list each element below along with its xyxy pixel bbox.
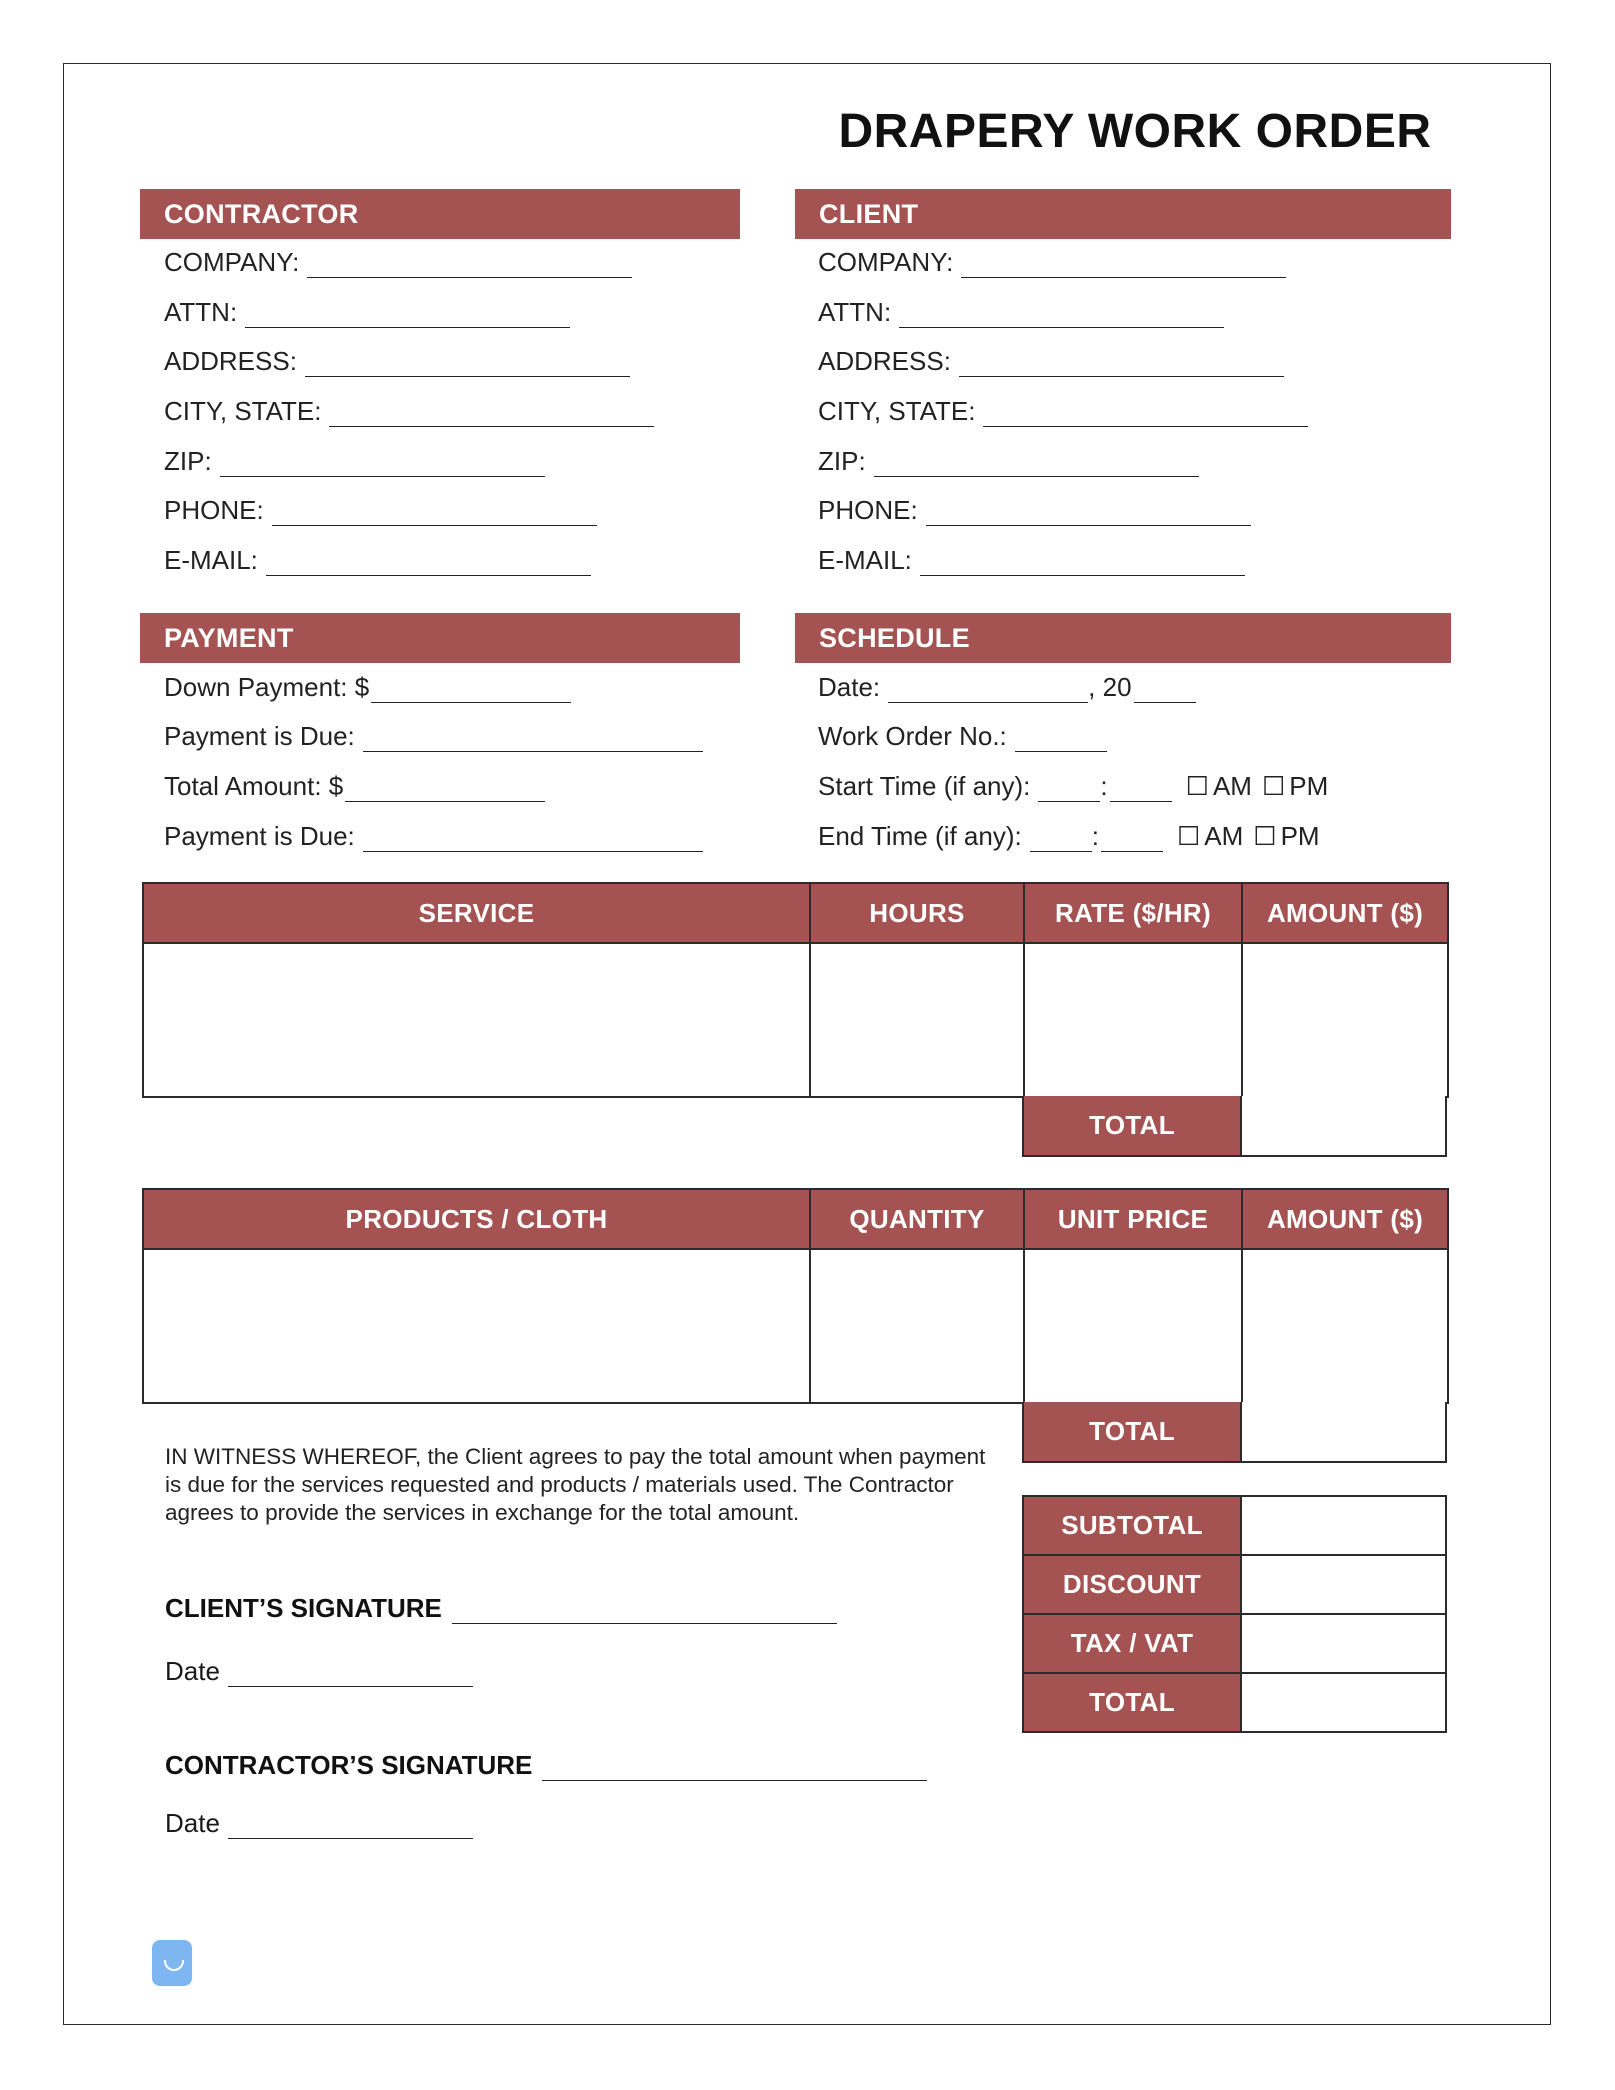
start-pm-checkbox[interactable]: ☐ (1261, 771, 1286, 801)
products-cell[interactable] (143, 1249, 810, 1403)
rate-cell[interactable] (1024, 943, 1242, 1097)
products-total-row (1022, 1402, 1447, 1463)
payment-due-field-1[interactable]: Payment is Due: (164, 721, 703, 752)
client-email-field[interactable]: E-MAIL: (818, 545, 1245, 576)
hours-cell[interactable] (810, 943, 1024, 1097)
quantity-column-header: QUANTITY (810, 1189, 1024, 1249)
client-phone-field[interactable]: PHONE: (818, 495, 1251, 526)
products-table (142, 1188, 1449, 1404)
client-date-field[interactable]: Date (165, 1656, 473, 1687)
subtotal-label: SUBTOTAL (1022, 1495, 1242, 1556)
hours-column-header: HOURS (810, 883, 1024, 943)
work-order-no-field[interactable]: Work Order No.: (818, 721, 1107, 752)
contractor-company-field[interactable]: COMPANY: (164, 247, 632, 278)
services-table (142, 882, 1449, 1098)
payment-due-field-2[interactable]: Payment is Due: (164, 821, 703, 852)
discount-label: DISCOUNT (1022, 1554, 1242, 1615)
client-address-field[interactable]: ADDRESS: (818, 346, 1284, 377)
contractor-phone-field[interactable]: PHONE: (164, 495, 597, 526)
contractor-city-state-field[interactable]: CITY, STATE: (164, 396, 654, 427)
contractor-address-field[interactable]: ADDRESS: (164, 346, 630, 377)
products-total-label: TOTAL (1022, 1402, 1242, 1463)
grand-total-value[interactable] (1242, 1672, 1447, 1733)
client-signature-field[interactable]: CLIENT’S SIGNATURE (165, 1593, 837, 1624)
unit-price-cell[interactable] (1024, 1249, 1242, 1403)
schedule-header: SCHEDULE (795, 613, 1451, 663)
contractor-attn-field[interactable]: ATTN: (164, 297, 570, 328)
start-am-checkbox[interactable]: ☐ (1185, 771, 1209, 801)
services-total-row (1022, 1096, 1447, 1157)
service-column-header: SERVICE (143, 883, 810, 943)
tax-row (1022, 1613, 1447, 1674)
client-header: CLIENT (795, 189, 1451, 239)
subtotal-row (1022, 1495, 1447, 1556)
client-city-state-field[interactable]: CITY, STATE: (818, 396, 1308, 427)
amount-column-header: AMOUNT ($) (1242, 883, 1448, 943)
brand-logo-icon (152, 1940, 192, 1986)
client-zip-field[interactable]: ZIP: (818, 446, 1199, 477)
document-title: DRAPERY WORK ORDER (838, 105, 1432, 158)
rate-column-header: RATE ($/HR) (1024, 883, 1242, 943)
payment-header: PAYMENT (140, 613, 740, 663)
end-am-checkbox[interactable]: ☐ (1176, 821, 1201, 851)
subtotal-value[interactable] (1242, 1495, 1447, 1556)
products-amount-cell[interactable] (1242, 1249, 1448, 1403)
down-payment-field[interactable]: Down Payment: $ (164, 672, 571, 703)
contractor-header: CONTRACTOR (140, 189, 740, 239)
contractor-email-field[interactable]: E-MAIL: (164, 545, 591, 576)
contractor-signature-field[interactable]: CONTRACTOR’S SIGNATURE (165, 1750, 927, 1781)
client-attn-field[interactable]: ATTN: (818, 297, 1224, 328)
products-amount-column-header: AMOUNT ($) (1242, 1189, 1448, 1249)
contractor-zip-field[interactable]: ZIP: (164, 446, 545, 477)
quantity-cell[interactable] (810, 1249, 1024, 1403)
amount-cell[interactable] (1242, 943, 1448, 1097)
witness-statement: IN WITNESS WHEREOF, the Client agrees to pay the total amount when payment is due for the services requested and products / materials used. The Contractor agrees to provide the services in exchange for the total amount. (165, 1444, 986, 1525)
end-time-field[interactable]: End Time (if any): : ☐ AM ☐ PM (818, 821, 1320, 851)
products-total-value[interactable] (1242, 1402, 1447, 1463)
discount-row (1022, 1554, 1447, 1615)
total-amount-field[interactable]: Total Amount: $ (164, 771, 545, 802)
service-cell[interactable] (143, 943, 810, 1097)
grand-total-row (1022, 1672, 1447, 1733)
schedule-date-field[interactable]: Date: , 20 (818, 672, 1196, 703)
end-pm-checkbox[interactable]: ☐ (1253, 821, 1277, 851)
products-column-header: PRODUCTS / CLOTH (143, 1189, 810, 1249)
contractor-date-field[interactable]: Date (165, 1808, 473, 1839)
tax-value[interactable] (1242, 1613, 1447, 1674)
services-total-value[interactable] (1242, 1096, 1447, 1157)
grand-total-label: TOTAL (1022, 1672, 1242, 1733)
unit-price-column-header: UNIT PRICE (1024, 1189, 1242, 1249)
start-time-field[interactable]: Start Time (if any): : ☐ AM ☐ PM (818, 771, 1329, 801)
discount-value[interactable] (1242, 1554, 1447, 1615)
client-company-field[interactable]: COMPANY: (818, 247, 1286, 278)
services-total-label: TOTAL (1022, 1096, 1242, 1157)
tax-label: TAX / VAT (1022, 1613, 1242, 1674)
